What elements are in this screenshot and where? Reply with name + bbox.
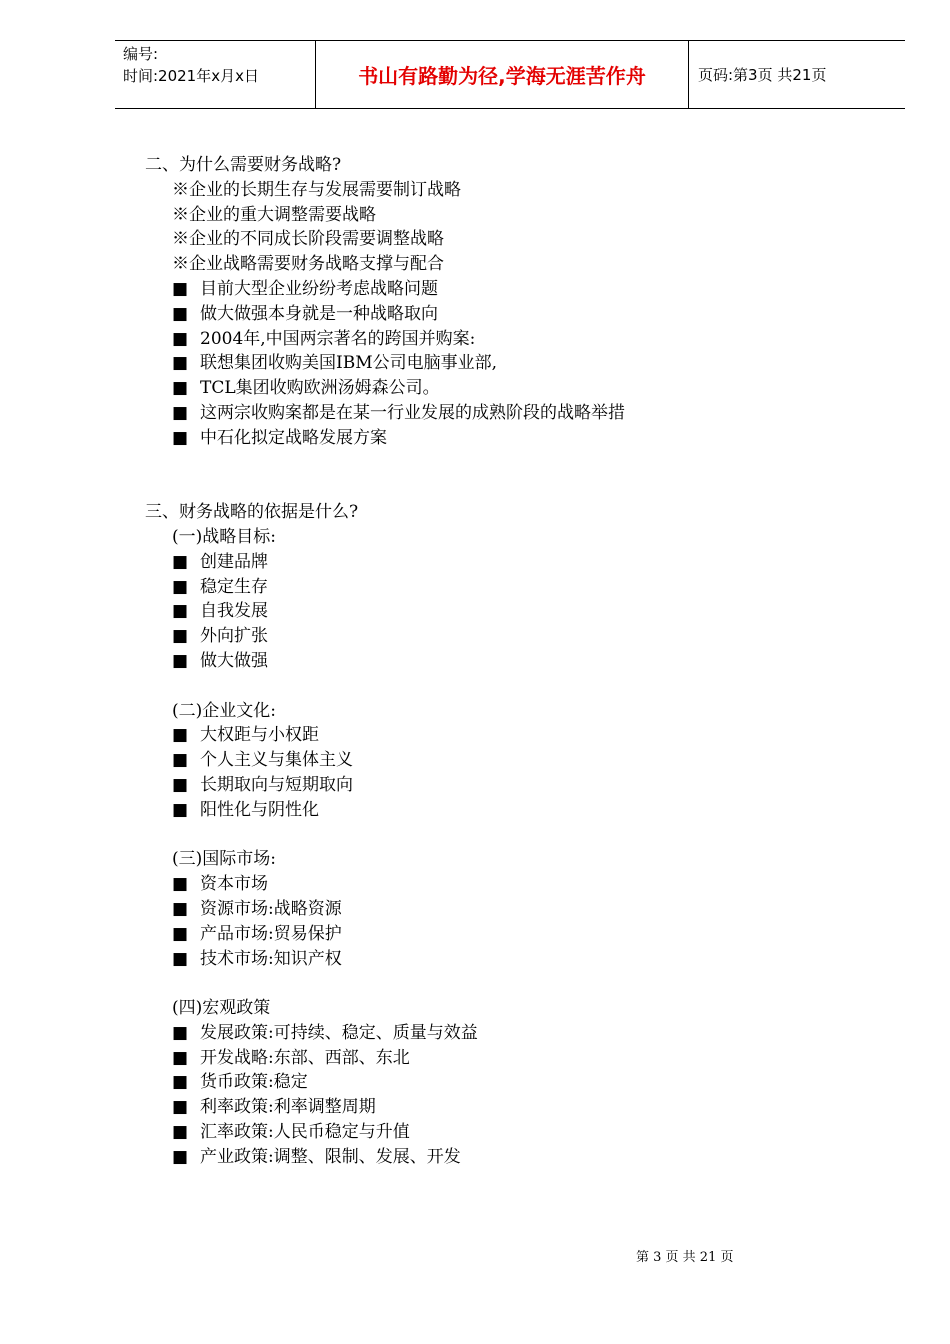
bullet-item — [145, 302, 845, 327]
bullet-text: 稳定生存 — [200, 576, 268, 597]
bullet-item — [145, 922, 845, 947]
bullet-square-icon: ■ — [172, 898, 189, 919]
document-number-label: 编号: — [123, 45, 159, 63]
section-2-note: ※企业的不同成长阶段需要调整战略 — [172, 229, 444, 250]
bullet-square-icon: ■ — [172, 303, 189, 324]
bullet-item — [145, 1095, 845, 1120]
bullet-text: 产品市场:贸易保护 — [200, 923, 342, 944]
bullet-square-icon: ■ — [172, 402, 189, 423]
page-footer: 第 3 页 共 21 页 — [636, 1250, 734, 1265]
bullet-text: 汇率政策:人民币稳定与升值 — [200, 1122, 410, 1143]
bullet-item — [145, 327, 845, 352]
spacer — [145, 451, 845, 476]
bullet-text: 中石化拟定战略发展方案 — [200, 427, 387, 448]
page-header — [115, 40, 905, 109]
bullet-square-icon: ■ — [172, 601, 189, 622]
bullet-square-icon: ■ — [172, 948, 189, 969]
subsection-title: (一)战略目标: — [172, 526, 276, 547]
bullet-item — [145, 426, 845, 451]
bullet-item — [145, 624, 845, 649]
bullet-item — [145, 550, 845, 575]
spacer — [145, 475, 845, 500]
bullet-text: 发展政策:可持续、稳定、质量与效益 — [200, 1022, 478, 1043]
bullet-square-icon: ■ — [172, 750, 189, 771]
bullet-item — [145, 1120, 845, 1145]
bullet-text: 货币政策:稳定 — [200, 1072, 308, 1093]
bullet-square-icon: ■ — [172, 576, 189, 597]
bullet-square-icon: ■ — [172, 278, 189, 299]
bullet-square-icon: ■ — [172, 353, 189, 374]
bullet-square-icon: ■ — [172, 378, 189, 399]
bullet-text: 产业政策:调整、限制、发展、开发 — [200, 1146, 461, 1167]
bullet-text: 资源市场:战略资源 — [200, 898, 342, 919]
bullet-text: 联想集团收购美国IBM公司电脑事业部, — [200, 353, 498, 374]
spacer — [145, 674, 845, 699]
bullet-square-icon: ■ — [172, 799, 189, 820]
bullet-text: 大权距与小权距 — [200, 725, 319, 746]
bullet-text: 2004年,中国两宗著名的跨国并购案: — [200, 328, 476, 349]
bullet-item — [145, 723, 845, 748]
bullet-text: TCL集团收购欧洲汤姆森公司。 — [200, 378, 440, 399]
bullet-item — [145, 401, 845, 426]
bullet-item — [145, 575, 845, 600]
document-body — [145, 153, 845, 1170]
bullet-square-icon: ■ — [172, 874, 189, 895]
bullet-square-icon: ■ — [172, 1047, 189, 1068]
subsection-title: (二)企业文化: — [172, 700, 276, 721]
bullet-item — [145, 649, 845, 674]
section-3-title: 三、财务战略的依据是什么? — [145, 502, 359, 523]
bullet-item — [145, 351, 845, 376]
document-time-label: 时间:2021年x月x日 — [123, 67, 259, 85]
bullet-item — [145, 773, 845, 798]
section-2-note: ※企业战略需要财务战略支撑与配合 — [172, 254, 444, 275]
bullet-item — [145, 798, 845, 823]
bullet-text: 做大做强本身就是一种战略取向 — [200, 303, 438, 324]
subsection-title: (三)国际市场: — [172, 849, 276, 870]
bullet-item — [145, 599, 845, 624]
bullet-item — [145, 1145, 845, 1170]
bullet-square-icon: ■ — [172, 1097, 189, 1118]
bullet-square-icon: ■ — [172, 626, 189, 647]
bullet-square-icon: ■ — [172, 650, 189, 671]
bullet-text: 目前大型企业纷纷考虑战略问题 — [200, 278, 438, 299]
bullet-square-icon: ■ — [172, 328, 189, 349]
bullet-text: 做大做强 — [200, 650, 268, 671]
bullet-square-icon: ■ — [172, 427, 189, 448]
bullet-text: 这两宗收购案都是在某一行业发展的成熟阶段的战略举措 — [200, 402, 625, 423]
bullet-item — [145, 748, 845, 773]
bullet-square-icon: ■ — [172, 1146, 189, 1167]
bullet-text: 自我发展 — [200, 601, 268, 622]
bullet-text: 开发战略:东部、西部、东北 — [200, 1047, 410, 1068]
bullet-text: 阳性化与阴性化 — [200, 799, 319, 820]
bullet-item — [145, 1070, 845, 1095]
header-page-info: 页码:第3页 共21页 — [698, 66, 827, 84]
bullet-square-icon: ■ — [172, 551, 189, 572]
bullet-text: 资本市场 — [200, 874, 268, 895]
header-motto: 书山有路勤为径,学海无涯苦作舟 — [316, 41, 689, 108]
bullet-square-icon: ■ — [172, 1122, 189, 1143]
spacer — [145, 823, 845, 848]
bullet-item — [145, 277, 845, 302]
bullet-item — [145, 376, 845, 401]
bullet-text: 利率政策:利率调整周期 — [200, 1097, 376, 1118]
bullet-item — [145, 1021, 845, 1046]
section-2-title: 二、为什么需要财务战略? — [145, 155, 342, 175]
bullet-square-icon: ■ — [172, 774, 189, 795]
bullet-item — [145, 897, 845, 922]
section-2-note: ※企业的重大调整需要战略 — [172, 204, 376, 225]
bullet-text: 技术市场:知识产权 — [200, 948, 342, 969]
header-meta — [115, 41, 316, 108]
bullet-item — [145, 947, 845, 972]
section-2-note: ※企业的长期生存与发展需要制订战略 — [172, 179, 461, 200]
bullet-text: 个人主义与集体主义 — [200, 750, 353, 771]
bullet-square-icon: ■ — [172, 1072, 189, 1093]
subsection-title: (四)宏观政策 — [172, 998, 271, 1019]
bullet-item — [145, 1046, 845, 1071]
bullet-square-icon: ■ — [172, 1022, 189, 1043]
bullet-text: 创建品牌 — [200, 551, 268, 572]
bullet-square-icon: ■ — [172, 923, 189, 944]
bullet-text: 外向扩张 — [200, 626, 268, 647]
bullet-text: 长期取向与短期取向 — [200, 774, 353, 795]
spacer — [145, 971, 845, 996]
bullet-square-icon: ■ — [172, 725, 189, 746]
bullet-item — [145, 872, 845, 897]
